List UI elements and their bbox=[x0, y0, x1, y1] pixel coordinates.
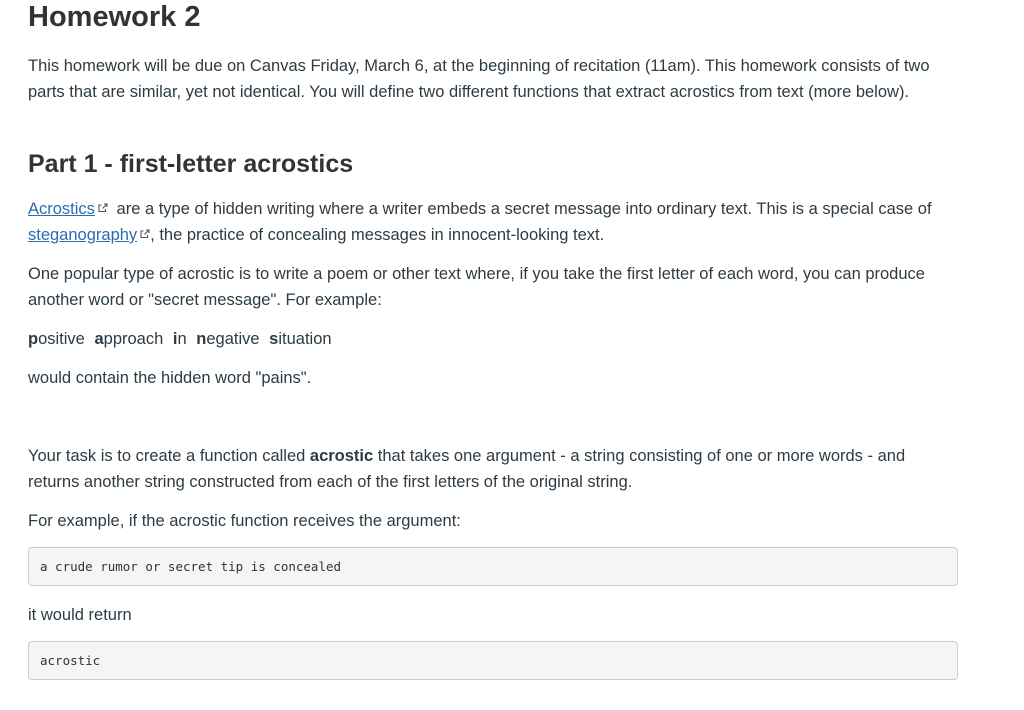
it-would-return-text: it would return bbox=[28, 606, 132, 624]
example-word: situation bbox=[269, 330, 332, 348]
external-link-icon bbox=[98, 203, 108, 213]
steganography-link[interactable]: steganography bbox=[28, 226, 138, 244]
example-word: positive bbox=[28, 330, 85, 348]
example-word: approach bbox=[94, 330, 164, 348]
example-phrase bbox=[28, 326, 960, 352]
code-input: a crude rumor or secret tip is concealed bbox=[40, 559, 342, 574]
for-example-text: For example, if the acrostic function receives the argument: bbox=[28, 512, 461, 530]
page-title: Homework 2 bbox=[28, 1, 201, 33]
function-name: acrostic bbox=[309, 447, 374, 465]
acrostics-link[interactable]: Acrostics bbox=[28, 200, 95, 218]
acrostics-paragraph bbox=[28, 196, 960, 248]
part1-heading: Part 1 - first-letter acrostics bbox=[28, 150, 354, 178]
code-output: acrostic bbox=[40, 653, 101, 668]
acrostics-text: are a type of hidden writing where a writer embeds a secret message into ordinary text. This is a special case of bbox=[116, 200, 932, 218]
intro-paragraph: This homework will be due on Canvas Friday, March 6, at the beginning of recitation (11am). This homework consists of two parts that are similar, yet not identical. You will define two different functions that extract acrostics from text (more below). bbox=[28, 57, 930, 101]
external-link-icon bbox=[140, 229, 150, 239]
example-result: would contain the hidden word "pains". bbox=[28, 369, 312, 387]
code-block-input bbox=[28, 547, 958, 586]
task-paragraph: Your task is to create a function called acrostic that takes one argument - a string consisting of one or more words - and returns another string constructed from each of the first letters of the original string. bbox=[28, 447, 906, 491]
code-block-output bbox=[28, 641, 958, 680]
example-word: negative bbox=[196, 330, 260, 348]
steganography-text: , the practice of concealing messages in innocent-looking text. bbox=[150, 226, 605, 244]
example-word: in bbox=[172, 330, 187, 348]
popular-type-paragraph: One popular type of acrostic is to write a poem or other text where, if you take the first letter of each word, you can produce another word or "secret message". For example: bbox=[28, 265, 925, 309]
